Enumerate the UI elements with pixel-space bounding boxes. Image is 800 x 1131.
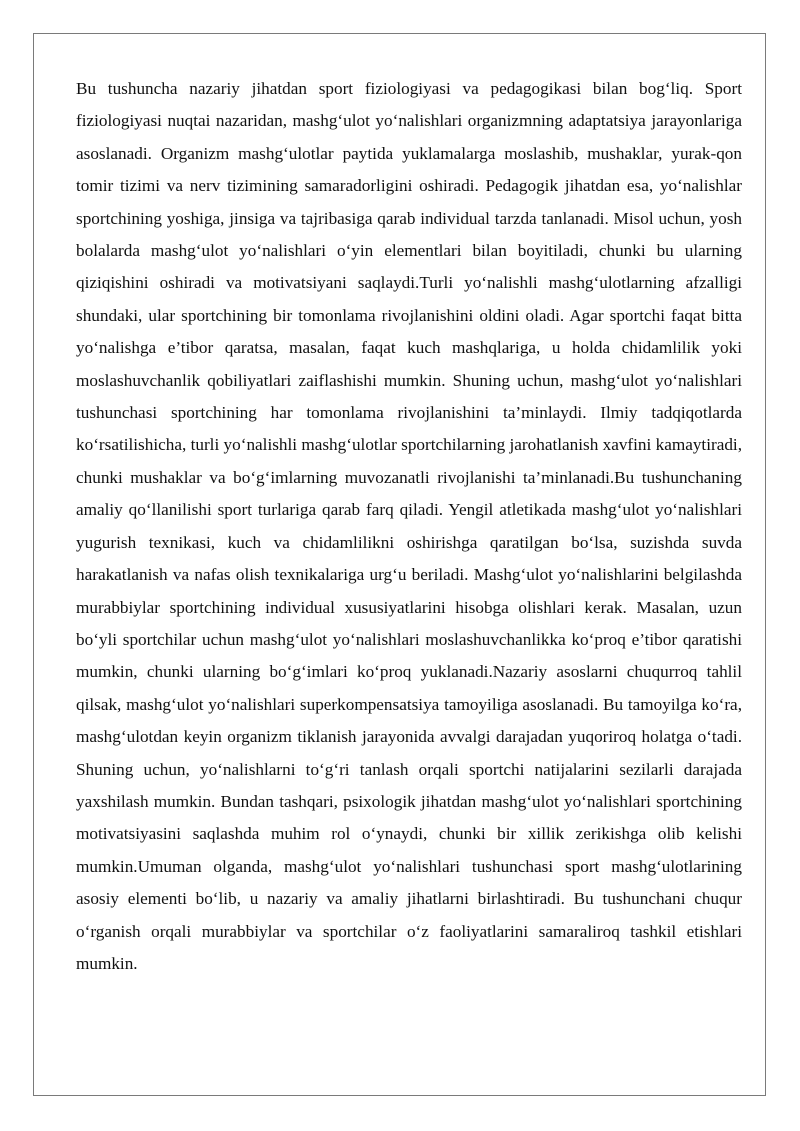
document-body-paragraph: Bu tushuncha nazariy jihatdan sport fiziologiyasi va pedagogikasi bilan bog‘liq. Sport fiziologiyasi nuqtai nazaridan, mashg‘ulot yo‘nalishlari organizmning adaptatsiya jarayonlariga asoslanadi. Organizm mashg‘ulotlar paytida yuklamalarga moslashib, mushaklar, yurak-qon tomir tizimi va nerv tizimining samaradorligini oshiradi. Pedagogik jihatdan esa, yo‘nalishlar sportchining yoshiga, jinsiga va tajribasiga qarab individual tarzda tanlanadi. Misol uchun, yosh bolalarda mashg‘ulot yo‘nalishlari o‘yin elementlari bilan boyitiladi, chunki bu ularning qiziqishini oshiradi va motivatsiyani saqlaydi.Turli yo‘nalishli mashg‘ulotlarning afzalligi shundaki, ular sportchining bir tomonlama rivojlanishini oldini oladi. Agar sportchi faqat bitta yo‘nalishga e’tibor qaratsa, masalan, faqat kuch mashqlariga, u holda chidamlilik yoki moslashuvchanlik qobiliyatlari zaiflashishi mumkin. Shuning uchun, mashg‘ulot yo‘nalishlari tushunchasi sportchining har tomonlama rivojlanishini ta’minlaydi. Ilmiy tadqiqotlarda ko‘rsatilishicha, turli yo‘nalishli mashg‘ulotlar sportchilarning jarohatlanish xavfini kamaytiradi, chunki mushaklar va bo‘g‘imlarning muvozanatli rivojlanishi ta’minlanadi.Bu tushunchaning amaliy qo‘llanilishi sport turlariga qarab farq qiladi. Yengil atletikada mashg‘ulot yo‘nalishlari yugurish texnikasi, kuch va chidamlilikni oshirishga qaratilgan bo‘lsa, suzishda suvda harakatlanish va nafas olish texnikalariga urg‘u beriladi. Mashg‘ulot yo‘nalishlarini belgilashda murabbiylar sportchining individual xususiyatlarini hisobga olishlari kerak. Masalan, uzun bo‘yli sportchilar uchun mashg‘ulot yo‘nalishlari moslashuvchanlikka ko‘proq e’tibor qaratishi mumkin, chunki ularning bo‘g‘imlari ko‘proq yuklanadi.Nazariy asoslarni chuqurroq tahlil qilsak, mashg‘ulot yo‘nalishlari superkompensatsiya tamoyiliga asoslanadi. Bu tamoyilga ko‘ra, mashg‘ulotdan keyin organizm tiklanish jarayonida avvalgi darajadan yuqoriroq holatga o‘tadi. Shuning uchun, yo‘nalishlarni to‘g‘ri tanlash orqali sportchi natijalarini sezilarli darajada yaxshilash mumkin. Bundan tashqari, psixologik jihatdan mashg‘ulot yo‘nalishlari sportchining motivatsiyasini saqlashda muhim rol o‘ynaydi, chunki bir xillik zerikishga olib kelishi mumkin.Umuman olganda, mashg‘ulot yo‘nalishlari tushunchasi sport mashg‘ulotlarining asosiy elementi bo‘lib, u nazariy va amaliy jihatlarni birlashtiradi. Bu tushunchani chuqur o‘rganish orqali murabbiylar va sportchilar o‘z faoliyatlarini samaraliroq tashkil etishlari mumkin. [76,79,742,973]
